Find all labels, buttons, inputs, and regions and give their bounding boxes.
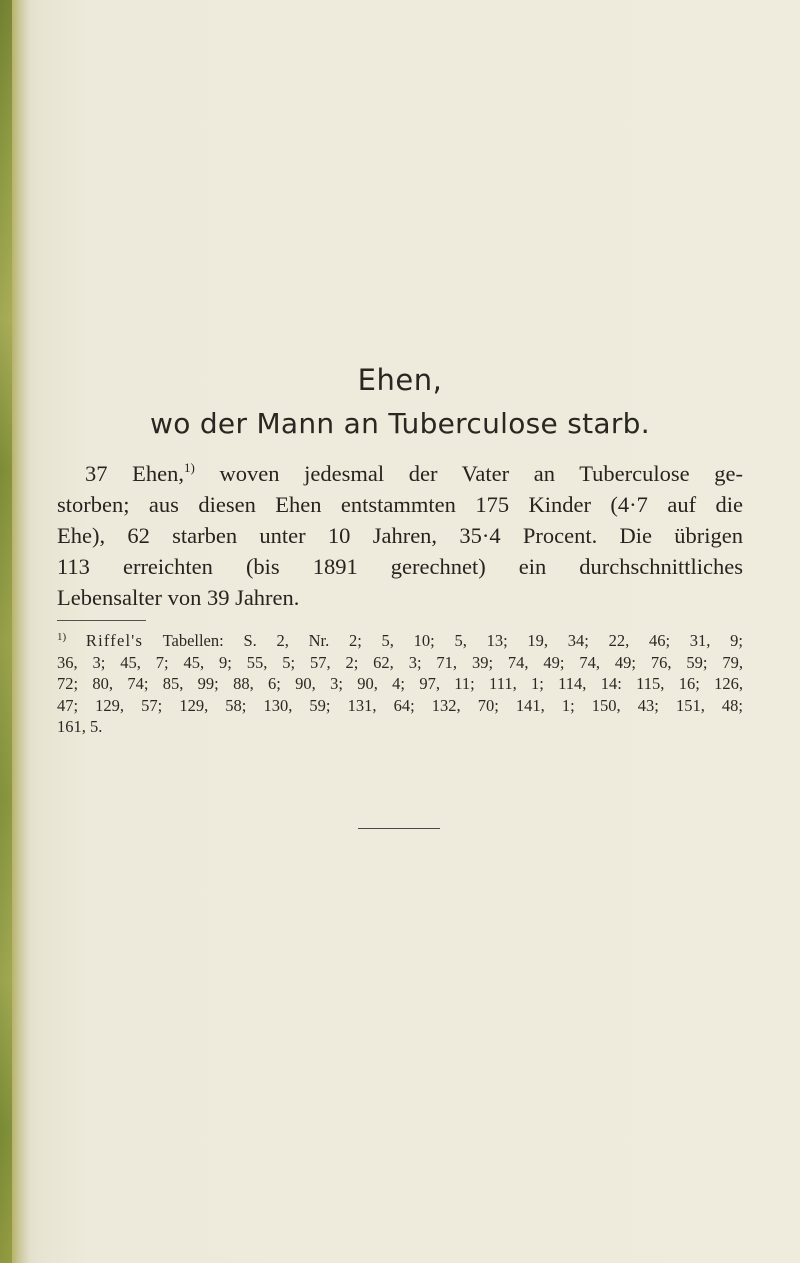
body-line: storben; aus diesen Ehen entstammten 175 Kinder (4·7 auf die: [57, 492, 743, 517]
footnote-author: Riffel's: [85, 631, 144, 650]
footnote-divider: [57, 620, 146, 621]
body-line: [57, 458, 743, 489]
footnote-line: 161, 5.: [57, 717, 103, 736]
section-title: Ehen,: [357, 363, 443, 397]
footnote-marker: 1): [57, 631, 67, 643]
section-subtitle: wo der Mann an Tuberculose starb.: [150, 407, 650, 440]
footnote-reference: 1): [184, 460, 195, 475]
section-end-divider: [358, 828, 440, 829]
footnote-line: [57, 630, 743, 652]
binding-edge-shade: [0, 0, 12, 1263]
footnote-line: 72; 80, 74; 85, 99; 88, 6; 90, 3; 90, 4; 97, 11; 111, 1; 114, 14: 115, 16; 126,: [57, 674, 743, 693]
body-line: Ehe), 62 starben unter 10 Jahren, 35·4 Procent. Die übrigen: [57, 523, 743, 548]
footnote-line-text: Tabellen: S. 2, Nr. 2; 5, 10; 5, 13; 19, 34; 22, 46; 31, 9;: [162, 631, 744, 650]
body-line-rest: woven jedesmal der Vater an Tuberculose ge-: [219, 461, 744, 486]
footnote: [57, 630, 743, 738]
body-line: 113 erreichten (bis 1891 gerechnet) ein durchschnittliches: [57, 554, 743, 579]
body-line-start: 37 Ehen,: [85, 461, 184, 486]
footnote-line: 36, 3; 45, 7; 45, 9; 55, 5; 57, 2; 62, 3; 71, 39; 74, 49; 74, 49; 76, 59; 79,: [57, 652, 743, 672]
body-paragraph: [57, 458, 743, 613]
footnote-line: 47; 129, 57; 129, 58; 130, 59; 131, 64; 132, 70; 141, 1; 150, 43; 151, 48;: [57, 695, 743, 715]
body-line: Lebensalter von 39 Jahren.: [57, 585, 300, 610]
